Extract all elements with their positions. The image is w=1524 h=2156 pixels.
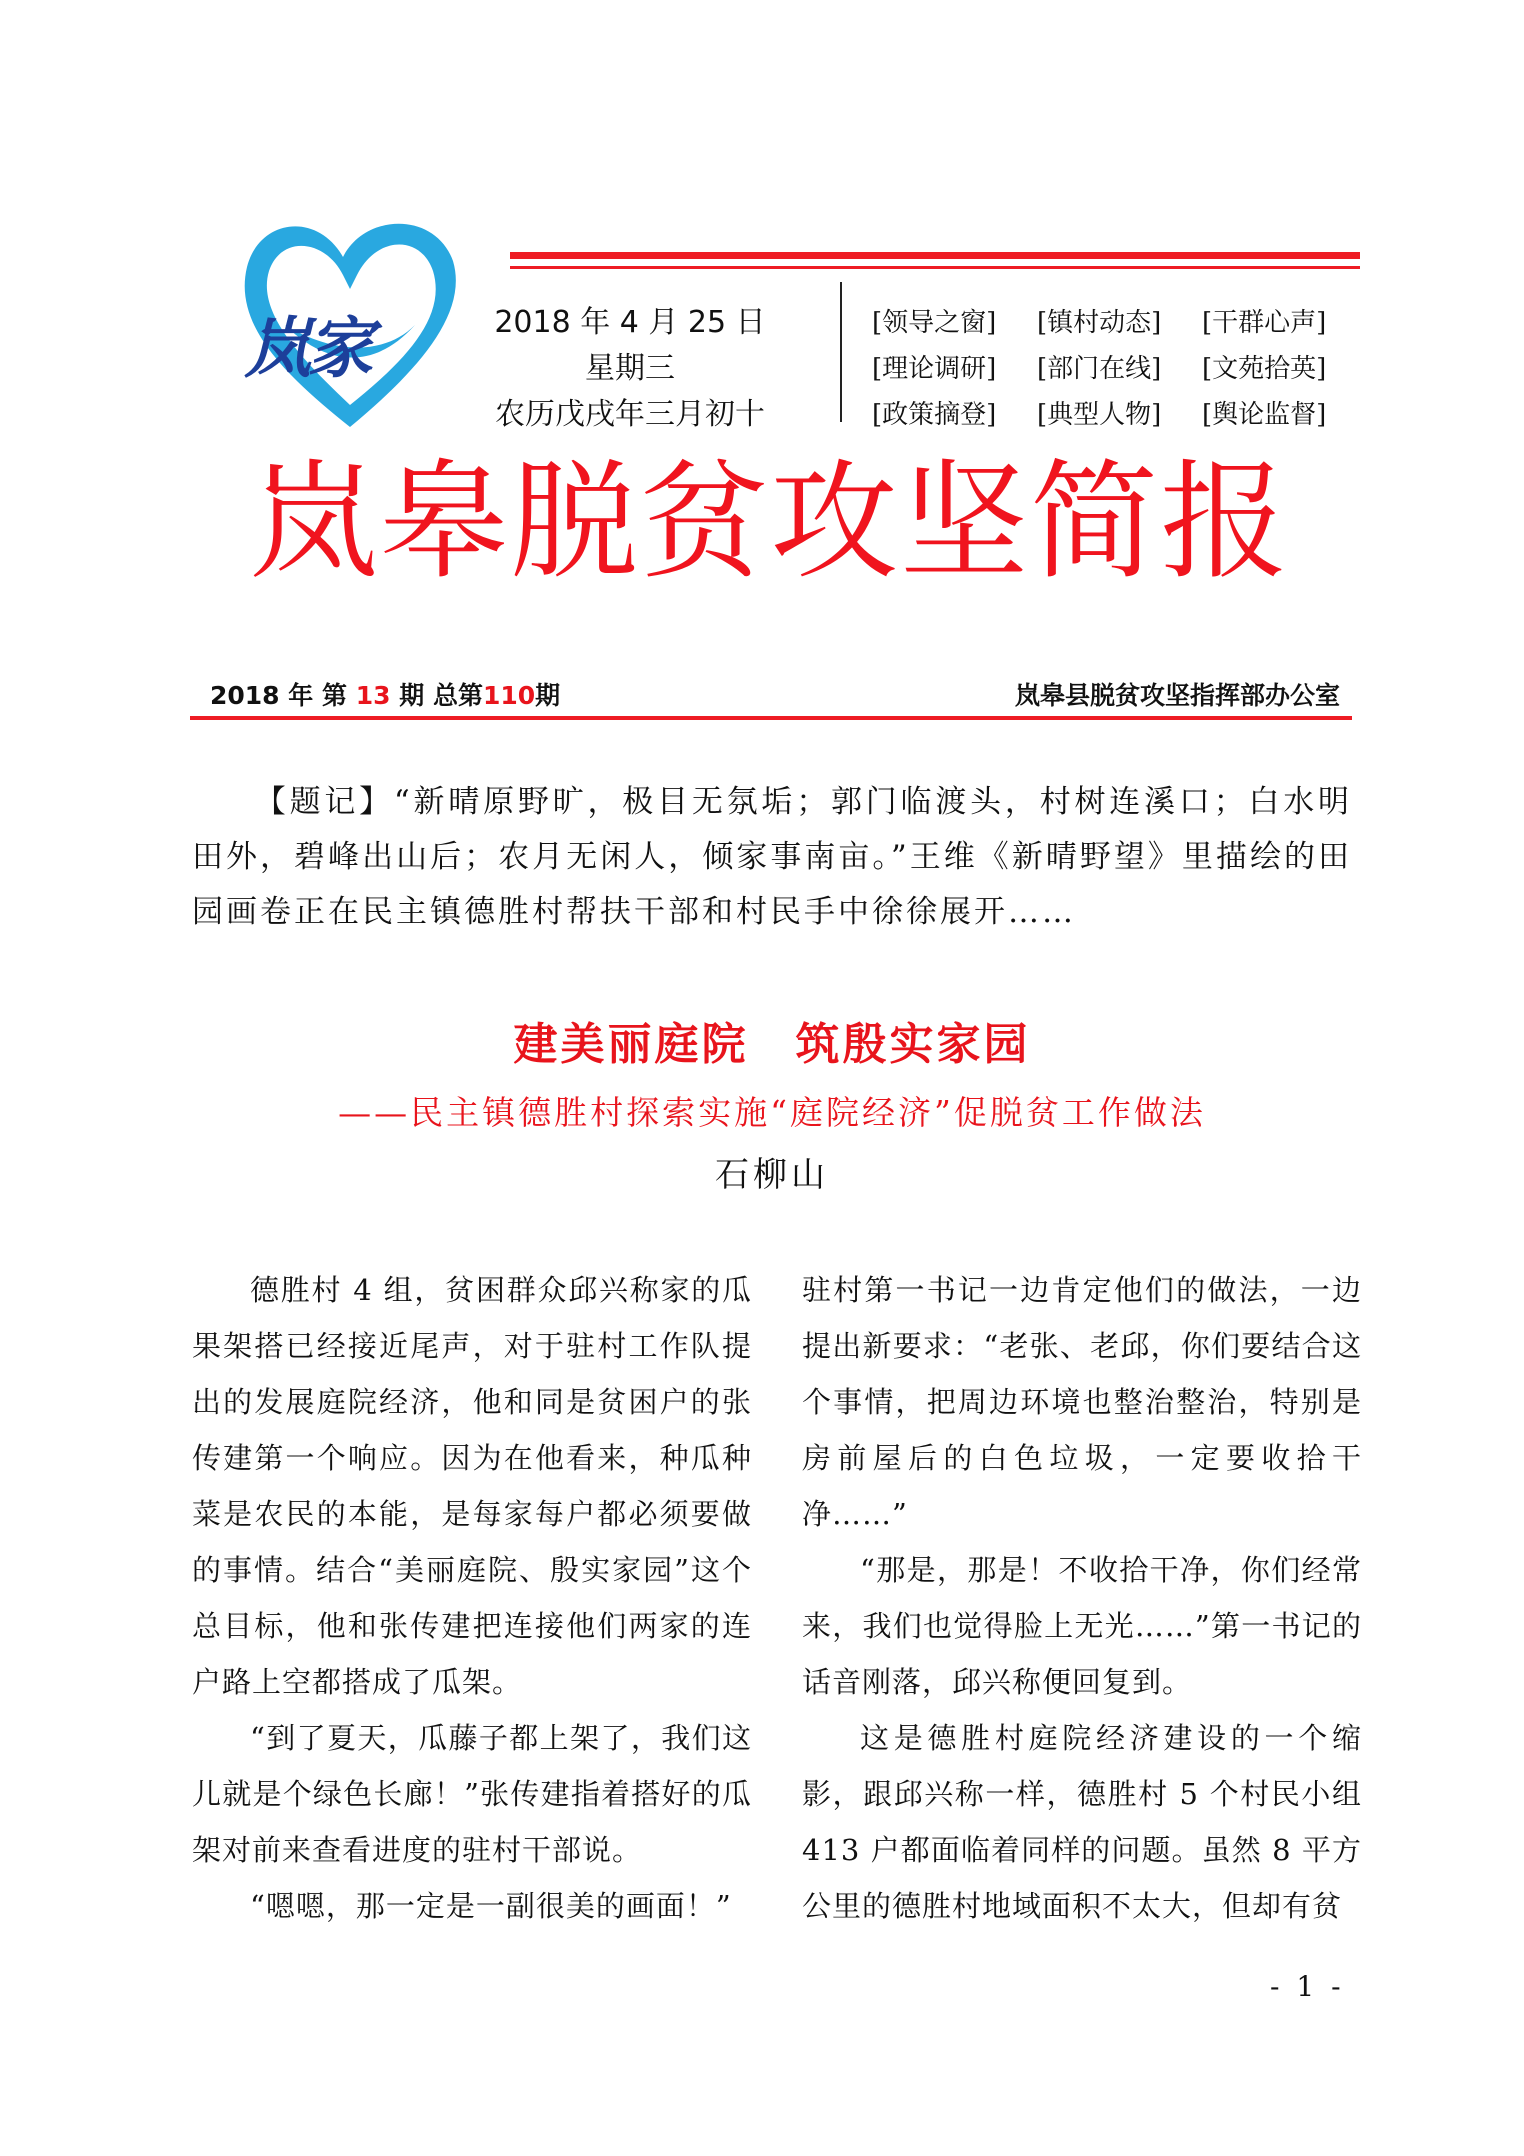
section-item: [干群心声] <box>1202 308 1327 338</box>
section-item: [文苑拾英] <box>1202 354 1327 384</box>
issue-year: 2018 年 <box>210 681 314 710</box>
section-index <box>872 300 1352 438</box>
issue-number: 13 <box>355 681 391 710</box>
logo-text: 岚家 <box>245 309 369 387</box>
masthead-title: 岚皋脱贫攻坚简报 <box>249 448 1290 597</box>
issue-post: 期 <box>535 681 561 710</box>
page-number: - 1 - <box>1270 1970 1345 2003</box>
date-line: 2018 年 4 月 25 日 <box>494 305 766 340</box>
lunar-date: 农历戊戌年三月初十 <box>495 397 765 432</box>
weekday: 星期三 <box>585 351 675 386</box>
issue-info <box>210 676 560 712</box>
article-title: 建美丽庭院 筑殷实家园 <box>513 1019 1031 1070</box>
article-subtitle: ——民主镇德胜村探索实施“庭院经济”促脱贫工作做法 <box>338 1093 1206 1132</box>
section-item: [典型人物] <box>1037 400 1162 430</box>
intro-paragraph <box>192 775 1352 940</box>
publisher: 岚皋县脱贫攻坚指挥部办公室 <box>1014 681 1340 710</box>
header-divider <box>840 282 842 422</box>
section-item: [领导之窗] <box>872 308 997 338</box>
issue-total: 110 <box>482 681 536 710</box>
date-block <box>470 300 790 438</box>
header-red-rule <box>510 252 1360 269</box>
intro-text: 【题记】“新晴原野旷，极目无氛垢；郭门临渡头，村树连溪口；白水明田外，碧峰出山后；农月无闲人，倾家事南亩。”王维《新晴野望》里描绘的田园画卷正在民主镇德胜村帮扶干部和村民手中徐徐展开…… <box>192 784 1352 930</box>
section-item: [镇村动态] <box>1037 308 1162 338</box>
body-column-left <box>192 1262 752 1934</box>
body-paragraph: “那是，那是！不收拾干净，你们经常来，我们也觉得脸上无光……”第一书记的话音刚落，邱兴称便回复到。 <box>802 1553 1362 1699</box>
article-author: 石柳山 <box>715 1155 829 1195</box>
issue-mid: 期 总第 <box>399 681 483 710</box>
issue-rule <box>190 716 1352 720</box>
body-paragraph: “嗯嗯，那一定是一副很美的画面！” <box>250 1889 732 1923</box>
issue-row <box>210 672 1340 712</box>
body-paragraph: 驻村第一书记一边肯定他们的做法，一边提出新要求：“老张、老邱，你们要结合这个事情，把周边环境也整治整治，特别是房前屋后的白色垃圾，一定要收拾干净……” <box>802 1273 1362 1531</box>
body-paragraph: “到了夏天，瓜藤子都上架了，我们这儿就是个绿色长廊！”张传建指着搭好的瓜架对前来查看进度的驻村干部说。 <box>192 1721 752 1867</box>
body-paragraph: 这是德胜村庭院经济建设的一个缩影，跟邱兴称一样，德胜村 5 个村民小组 413 户都面临着同样的问题。虽然 8 平方公里的德胜村地域面积不太大，但却有贫 <box>802 1721 1362 1923</box>
section-item: [政策摘登] <box>872 400 997 430</box>
section-item: [舆论监督] <box>1202 400 1327 430</box>
body-column-right <box>802 1262 1362 1934</box>
issue-pre: 第 <box>322 681 348 710</box>
section-item: [理论调研] <box>872 354 997 384</box>
section-item: [部门在线] <box>1037 354 1162 384</box>
body-paragraph: 德胜村 4 组，贫困群众邱兴称家的瓜果架搭已经接近尾声，对于驻村工作队提出的发展庭院经济，他和同是贫困户的张传建第一个响应。因为在他看来，种瓜种菜是农民的本能，是每家每户都必须要做的事情。结合“美丽庭院、殷实家园”这个总目标，他和张传建把连接他们两家的连户路上空都搭成了瓜架。 <box>192 1273 752 1699</box>
